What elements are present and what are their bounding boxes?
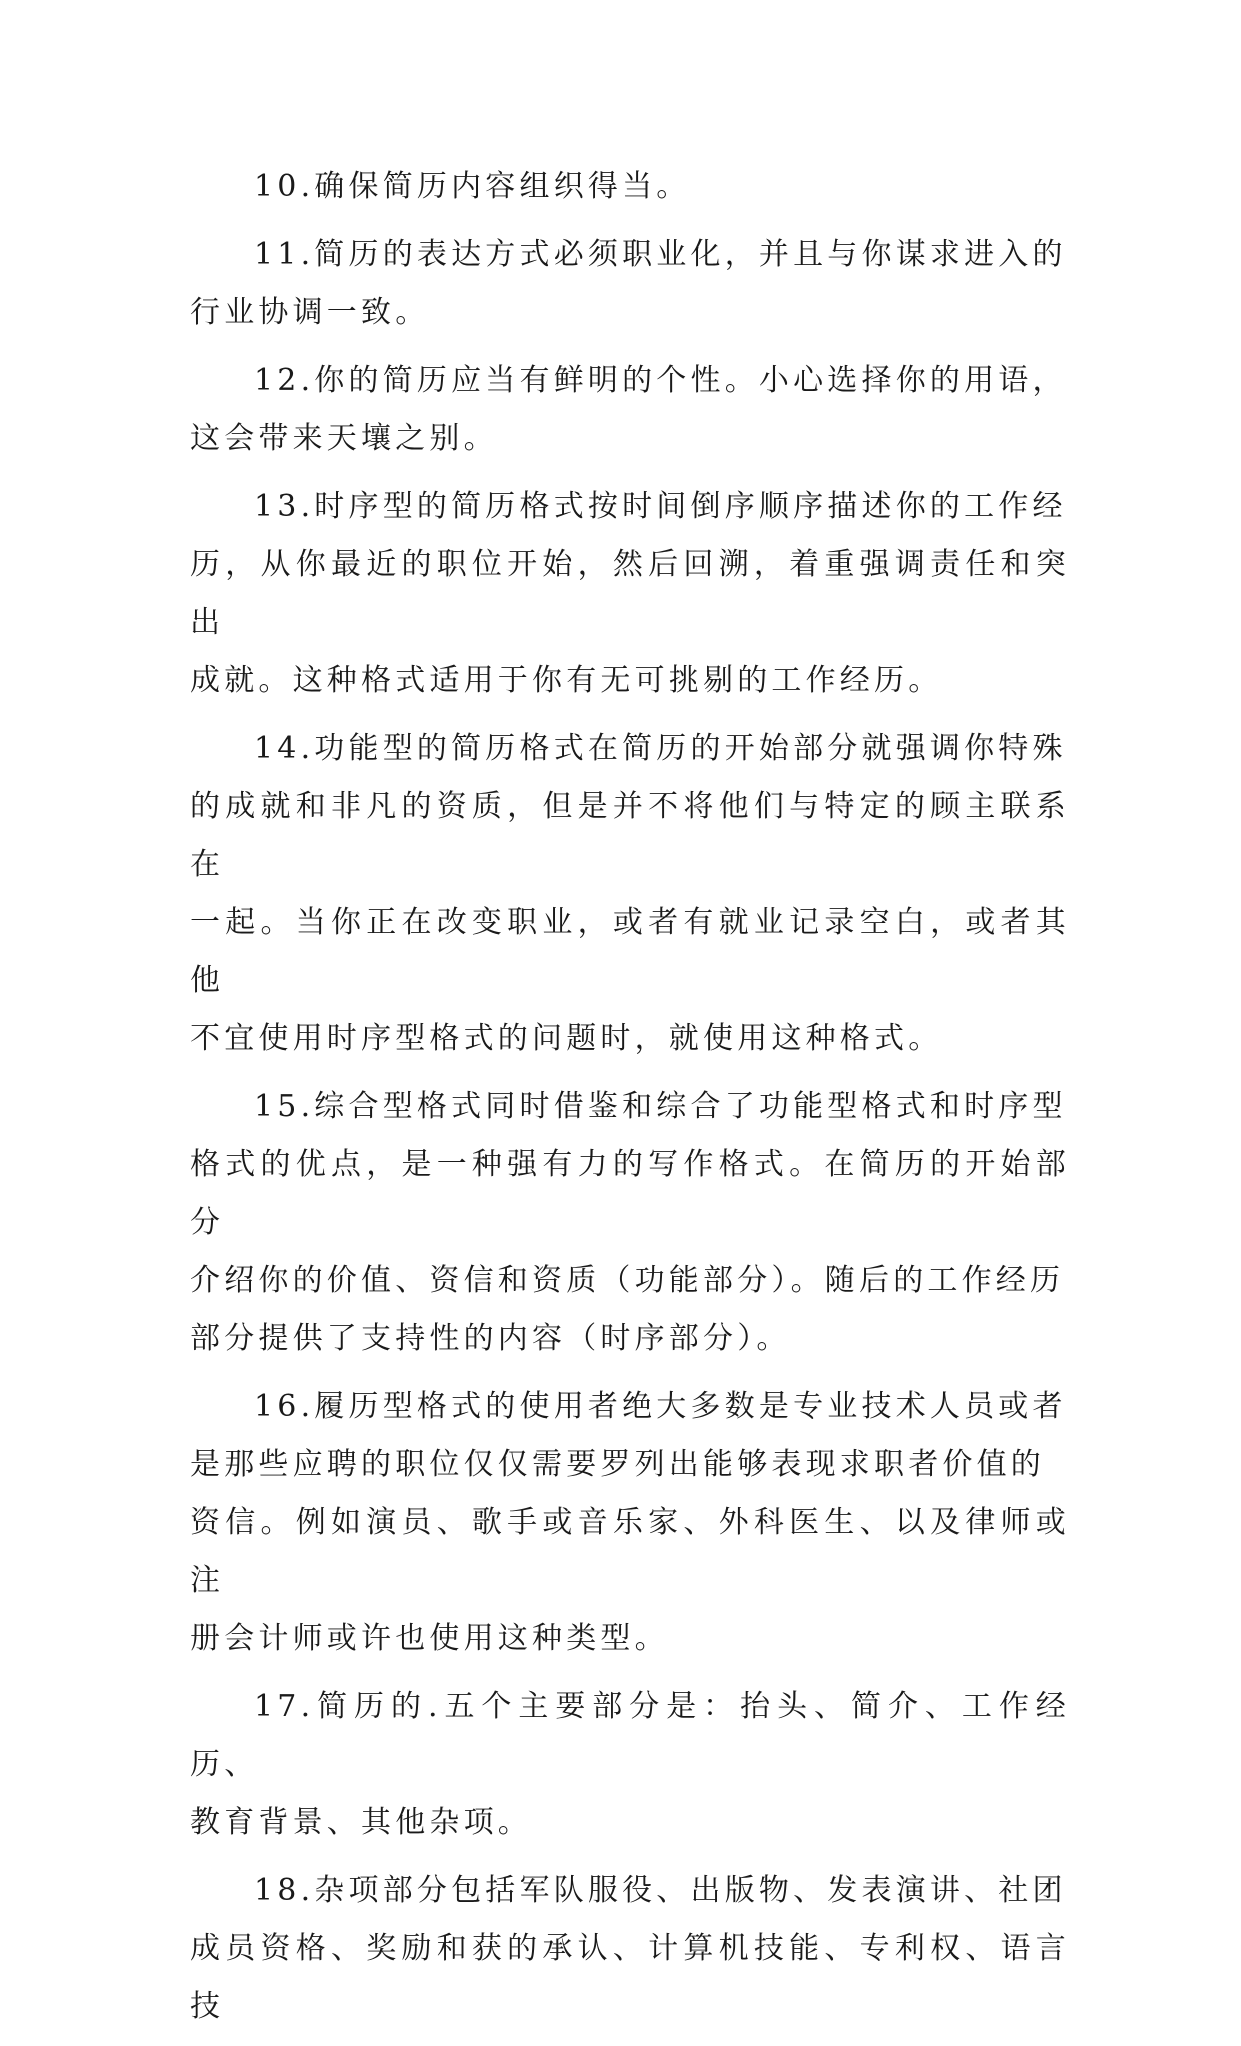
paragraph-13: 13.时序型的简历格式按时间倒序顺序描述你的工作经 历，从你最近的职位开始，然后回溯，着重强调责任和突出 成就。这种格式适用于你有无可挑剔的工作经历。: [190, 489, 1070, 698]
paragraph-16: 16.履历型格式的使用者绝大多数是专业技术人员或者 是那些应聘的职位仅仅需要罗列出能够表现求职者价值的 资信。例如演员、歌手或音乐家、外科医生、以及律师或注 册会计师或许也使用这种类型。: [190, 1389, 1070, 1656]
body-text: [190, 158, 1070, 2046]
paragraph-11: 11.简历的表达方式必须职业化，并且与你谋求进入的 行业协调一致。: [190, 237, 1067, 330]
paragraph-17: 17.简历的.五个主要部分是：抬头、简介、工作经历、 教育背景、其他杂项。: [190, 1689, 1070, 1840]
paragraph-10: 10.确保简历内容组织得当。: [254, 169, 691, 204]
paragraph-18: 18.杂项部分包括军队服役、出版物、发表演讲、社团 成员资格、奖励和获的承认、计算机技能、专利权、语言技: [190, 1873, 1070, 2024]
paragraph-14: 14.功能型的简历格式在简历的开始部分就强调你特殊 的成就和非凡的资质，但是并不将他们与特定的顾主联系在 一起。当你正在改变职业，或者有就业记录空白，或者其他 不宜使用时序型格式的问题时，就使用这种格式。: [190, 731, 1070, 1056]
paragraph-12: 12.你的简历应当有鲜明的个性。小心选择你的用语， 这会带来天壤之别。: [190, 363, 1067, 456]
paragraph-15: 15.综合型格式同时借鉴和综合了功能型格式和时序型 格式的优点，是一种强有力的写作格式。在简历的开始部分 介绍你的价值、资信和资质（功能部分）。随后的工作经历 部分提供了支持性的内容（时序部分）。: [190, 1089, 1070, 1356]
